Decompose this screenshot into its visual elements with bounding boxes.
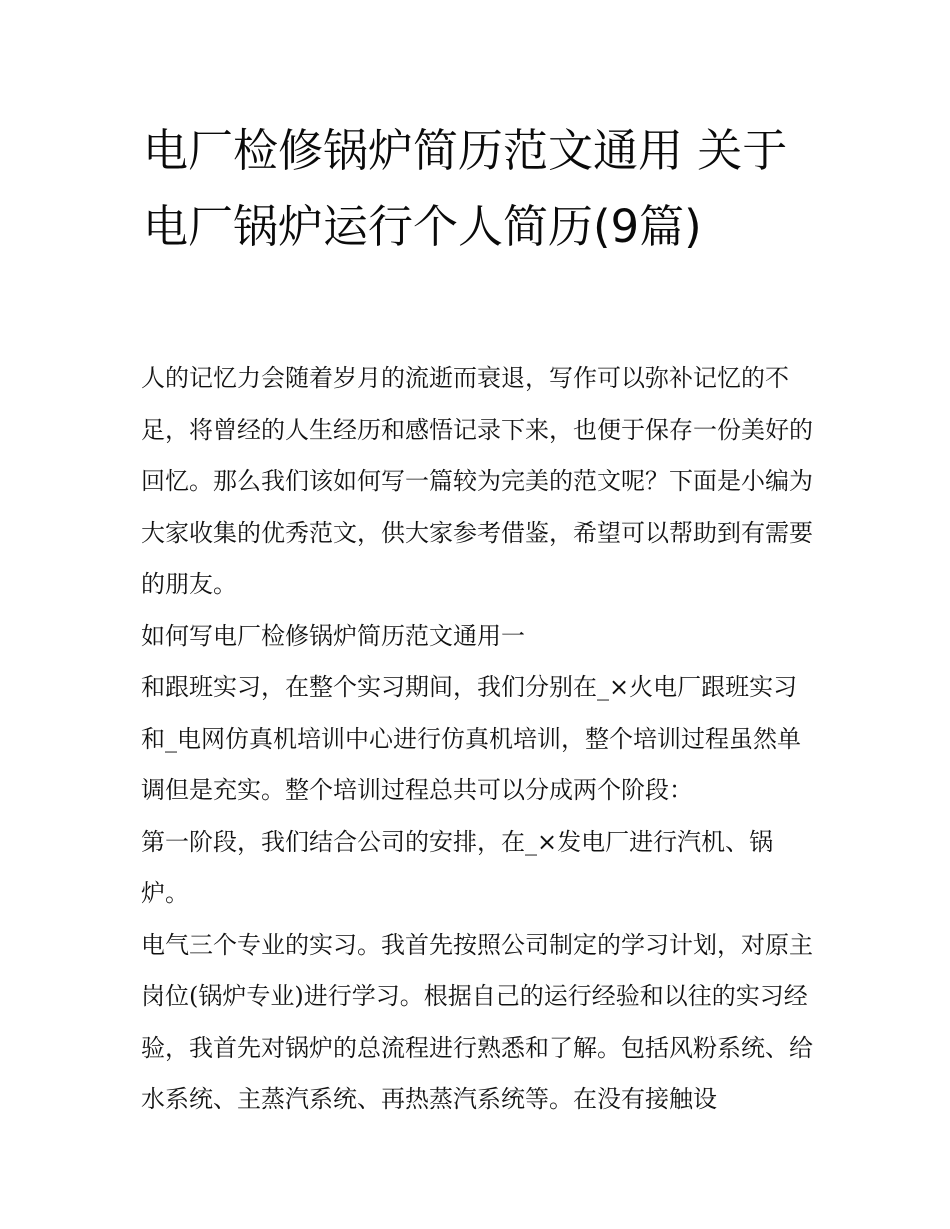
document-title: 电厂检修锅炉简历范文通用 关于电厂锅炉运行个人简历(9篇) (143, 124, 788, 253)
paragraph-intro: 人的记忆力会随着岁月的流逝而衰退，写作可以弥补记忆的不足，将曾经的人生经历和感悟记录下来，也便于保存一份美好的回忆。那么我们该如何写一篇较为完美的范文呢？下面是小编为大家收集的优秀范文，供大家参考借鉴，希望可以帮助到有需要的朋友。 (141, 364, 813, 598)
paragraph-internship: 和跟班实习，在整个实习期间，我们分别在_×火电厂跟班实习和_电网仿真机培训中心进行仿真机培训，整个培训过程虽然单调但是充实。整个培训过程总共可以分成两个阶段： (141, 673, 801, 804)
paragraph-section-heading: 如何写电厂检修锅炉简历范文通用一 (141, 621, 525, 650)
paragraph-electrical: 电气三个专业的实习。我首先按照公司制定的学习计划，对原主岗位(锅炉专业)进行学习。根据自己的运行经验和以往的实习经验，我首先对锅炉的总流程进行熟悉和了解。包括风粉系统、给水系统、主蒸汽系统、再热蒸汽系统等。在没有接触设 (141, 930, 813, 1113)
document-body (141, 353, 816, 1126)
paragraph-stage-one: 第一阶段，我们结合公司的安排，在_×发电厂进行汽机、锅炉。 (141, 827, 774, 907)
